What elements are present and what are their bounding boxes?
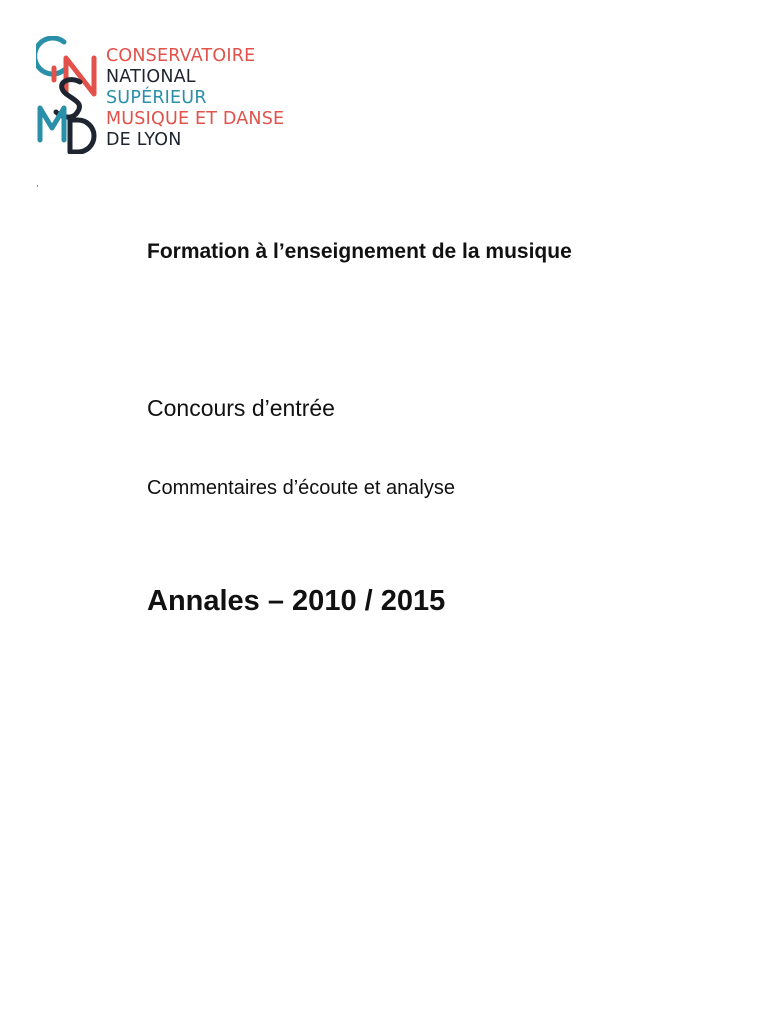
logo-line-superieur: SUPÉRIEUR [106,88,207,108]
document-subtitle-2: Commentaires d’écoute et analyse [147,477,455,499]
logo-wordmark [106,46,306,151]
cnsmd-monogram-icon [36,36,104,154]
document-annales-title: Annales – 2010 / 2015 [147,585,446,617]
logo-line-conservatoire: CONSERVATOIRE [106,46,256,66]
cnsmd-logo [36,36,306,156]
logo-line-national: NATIONAL [106,67,196,87]
document-heading: Formation à l’enseignement de la musique [147,240,572,263]
stray-mark [37,185,38,187]
logo-line-musique-et-danse: MUSIQUE ET DANSE [106,109,285,129]
logo-line-de-lyon: DE LYON [106,130,182,150]
document-subtitle: Concours d’entrée [147,395,335,421]
